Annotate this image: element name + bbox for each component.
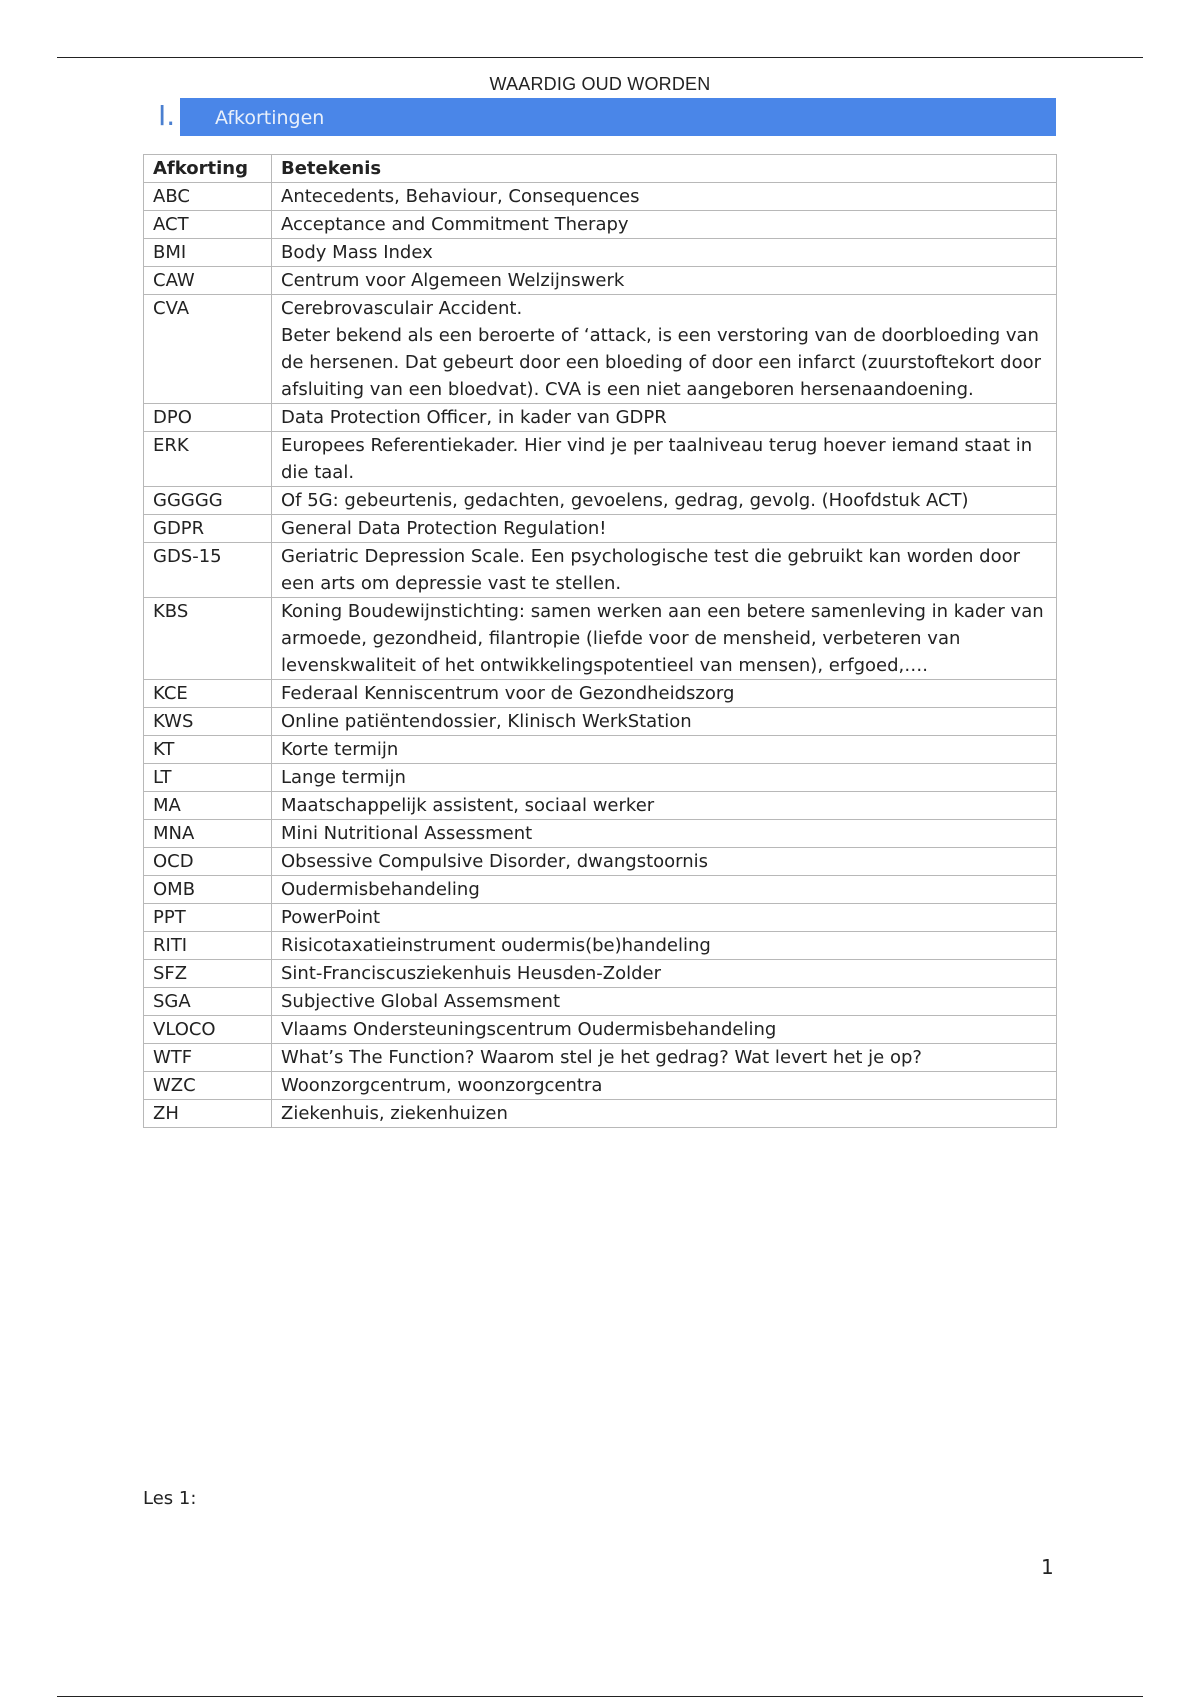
- abbreviation-cell: ZH: [144, 1100, 272, 1128]
- abbreviation-cell: LT: [144, 764, 272, 792]
- abbreviation-cell: KT: [144, 736, 272, 764]
- table-row: [144, 792, 1057, 820]
- abbreviation-cell: VLOCO: [144, 1016, 272, 1044]
- abbreviation-cell: MA: [144, 792, 272, 820]
- meaning-cell: Federaal Kenniscentrum voor de Gezondheidszorg: [272, 680, 1057, 708]
- column-header-abbreviation: Afkorting: [144, 155, 272, 183]
- meaning-cell: Body Mass Index: [272, 239, 1057, 267]
- meaning-cell: Cerebrovasculair Accident. Beter bekend als een beroerte of ‘attack, is een verstoring van de doorbloeding van de hersenen. Dat gebeurt door een bloeding of door een infarct (zuurstoftekort door afsluiting van een bloedvat). CVA is een niet aangeboren hersenaandoening.: [272, 295, 1057, 404]
- table-row: [144, 960, 1057, 988]
- section-number: I.: [158, 99, 176, 132]
- meaning-cell: Subjective Global Assemsment: [272, 988, 1057, 1016]
- abbreviation-cell: BMI: [144, 239, 272, 267]
- meaning-cell: Centrum voor Algemeen Welzijnswerk: [272, 267, 1057, 295]
- table-row: [144, 932, 1057, 960]
- abbreviation-cell: KBS: [144, 598, 272, 680]
- meaning-cell: Woonzorgcentrum, woonzorgcentra: [272, 1072, 1057, 1100]
- table-row: [144, 764, 1057, 792]
- table-row: [144, 598, 1057, 680]
- table-row: [144, 404, 1057, 432]
- meaning-cell: Korte termijn: [272, 736, 1057, 764]
- abbreviation-cell: ACT: [144, 211, 272, 239]
- abbreviation-cell: OMB: [144, 876, 272, 904]
- abbreviation-cell: PPT: [144, 904, 272, 932]
- meaning-cell: Risicotaxatieinstrument oudermis(be)handeling: [272, 932, 1057, 960]
- meaning-cell: Acceptance and Commitment Therapy: [272, 211, 1057, 239]
- abbreviation-cell: ABC: [144, 183, 272, 211]
- abbreviation-cell: GDPR: [144, 515, 272, 543]
- table-row: [144, 988, 1057, 1016]
- top-rule: [57, 57, 1143, 58]
- abbreviation-cell: RITI: [144, 932, 272, 960]
- meaning-cell: Of 5G: gebeurtenis, gedachten, gevoelens, gedrag, gevolg. (Hoofdstuk ACT): [272, 487, 1057, 515]
- lesson-label: Les 1:: [143, 1488, 197, 1509]
- abbreviation-cell: ERK: [144, 432, 272, 487]
- meaning-cell: Mini Nutritional Assessment: [272, 820, 1057, 848]
- table-row: [144, 876, 1057, 904]
- meaning-cell: Europees Referentiekader. Hier vind je per taalniveau terug hoever iemand staat in die taal.: [272, 432, 1057, 487]
- abbreviation-cell: WZC: [144, 1072, 272, 1100]
- page-number: 1: [1041, 1555, 1054, 1579]
- abbreviation-cell: SFZ: [144, 960, 272, 988]
- table-row: [144, 1072, 1057, 1100]
- section-heading: [158, 98, 1056, 136]
- table-body: [144, 183, 1057, 1128]
- meaning-cell: Oudermisbehandeling: [272, 876, 1057, 904]
- table-row: [144, 708, 1057, 736]
- abbreviation-cell: KWS: [144, 708, 272, 736]
- table-row: [144, 239, 1057, 267]
- table-row: [144, 295, 1057, 404]
- document-title: WAARDIG OUD WORDEN: [489, 74, 711, 94]
- meaning-cell: Ziekenhuis, ziekenhuizen: [272, 1100, 1057, 1128]
- meaning-cell: General Data Protection Regulation!: [272, 515, 1057, 543]
- abbreviation-cell: KCE: [144, 680, 272, 708]
- abbreviation-cell: DPO: [144, 404, 272, 432]
- table-row: [144, 680, 1057, 708]
- table-row: [144, 211, 1057, 239]
- meaning-cell: Sint-Franciscusziekenhuis Heusden-Zolder: [272, 960, 1057, 988]
- meaning-cell: What’s The Function? Waarom stel je het gedrag? Wat levert het je op?: [272, 1044, 1057, 1072]
- meaning-cell: Lange termijn: [272, 764, 1057, 792]
- abbreviation-cell: MNA: [144, 820, 272, 848]
- abbreviation-cell: GGGGG: [144, 487, 272, 515]
- meaning-cell: Maatschappelijk assistent, sociaal werker: [272, 792, 1057, 820]
- abbreviation-cell: GDS-15: [144, 543, 272, 598]
- meaning-cell: Obsessive Compulsive Disorder, dwangstoornis: [272, 848, 1057, 876]
- table-row: [144, 543, 1057, 598]
- column-header-meaning: Betekenis: [272, 155, 1057, 183]
- table-row: [144, 515, 1057, 543]
- table-row: [144, 1016, 1057, 1044]
- bottom-rule: [57, 1696, 1143, 1697]
- abbreviation-cell: WTF: [144, 1044, 272, 1072]
- abbreviation-cell: CVA: [144, 295, 272, 404]
- abbreviation-cell: SGA: [144, 988, 272, 1016]
- table-row: [144, 487, 1057, 515]
- table-row: [144, 267, 1057, 295]
- meaning-cell: PowerPoint: [272, 904, 1057, 932]
- table-row: [144, 820, 1057, 848]
- meaning-cell: Vlaams Ondersteuningscentrum Oudermisbehandeling: [272, 1016, 1057, 1044]
- meaning-cell: Koning Boudewijnstichting: samen werken aan een betere samenleving in kader van armoede, gezondheid, filantropie (liefde voor de mensheid, verbeteren van levenskwaliteit of het ontwikkelingspotentieel van mensen), erfgoed,….: [272, 598, 1057, 680]
- table-row: [144, 1100, 1057, 1128]
- meaning-cell: Antecedents, Behaviour, Consequences: [272, 183, 1057, 211]
- meaning-cell: Online patiëntendossier, Klinisch WerkStation: [272, 708, 1057, 736]
- table-header-row: [144, 155, 1057, 183]
- table-row: [144, 432, 1057, 487]
- section-title: Afkortingen: [180, 98, 1056, 136]
- abbreviation-cell: CAW: [144, 267, 272, 295]
- table-row: [144, 736, 1057, 764]
- table-row: [144, 904, 1057, 932]
- meaning-cell: Geriatric Depression Scale. Een psychologische test die gebruikt kan worden door een arts om depressie vast te stellen.: [272, 543, 1057, 598]
- meaning-cell: Data Protection Officer, in kader van GDPR: [272, 404, 1057, 432]
- abbreviation-table: [143, 154, 1057, 1128]
- table-row: [144, 183, 1057, 211]
- table-row: [144, 848, 1057, 876]
- table-row: [144, 1044, 1057, 1072]
- abbreviation-cell: OCD: [144, 848, 272, 876]
